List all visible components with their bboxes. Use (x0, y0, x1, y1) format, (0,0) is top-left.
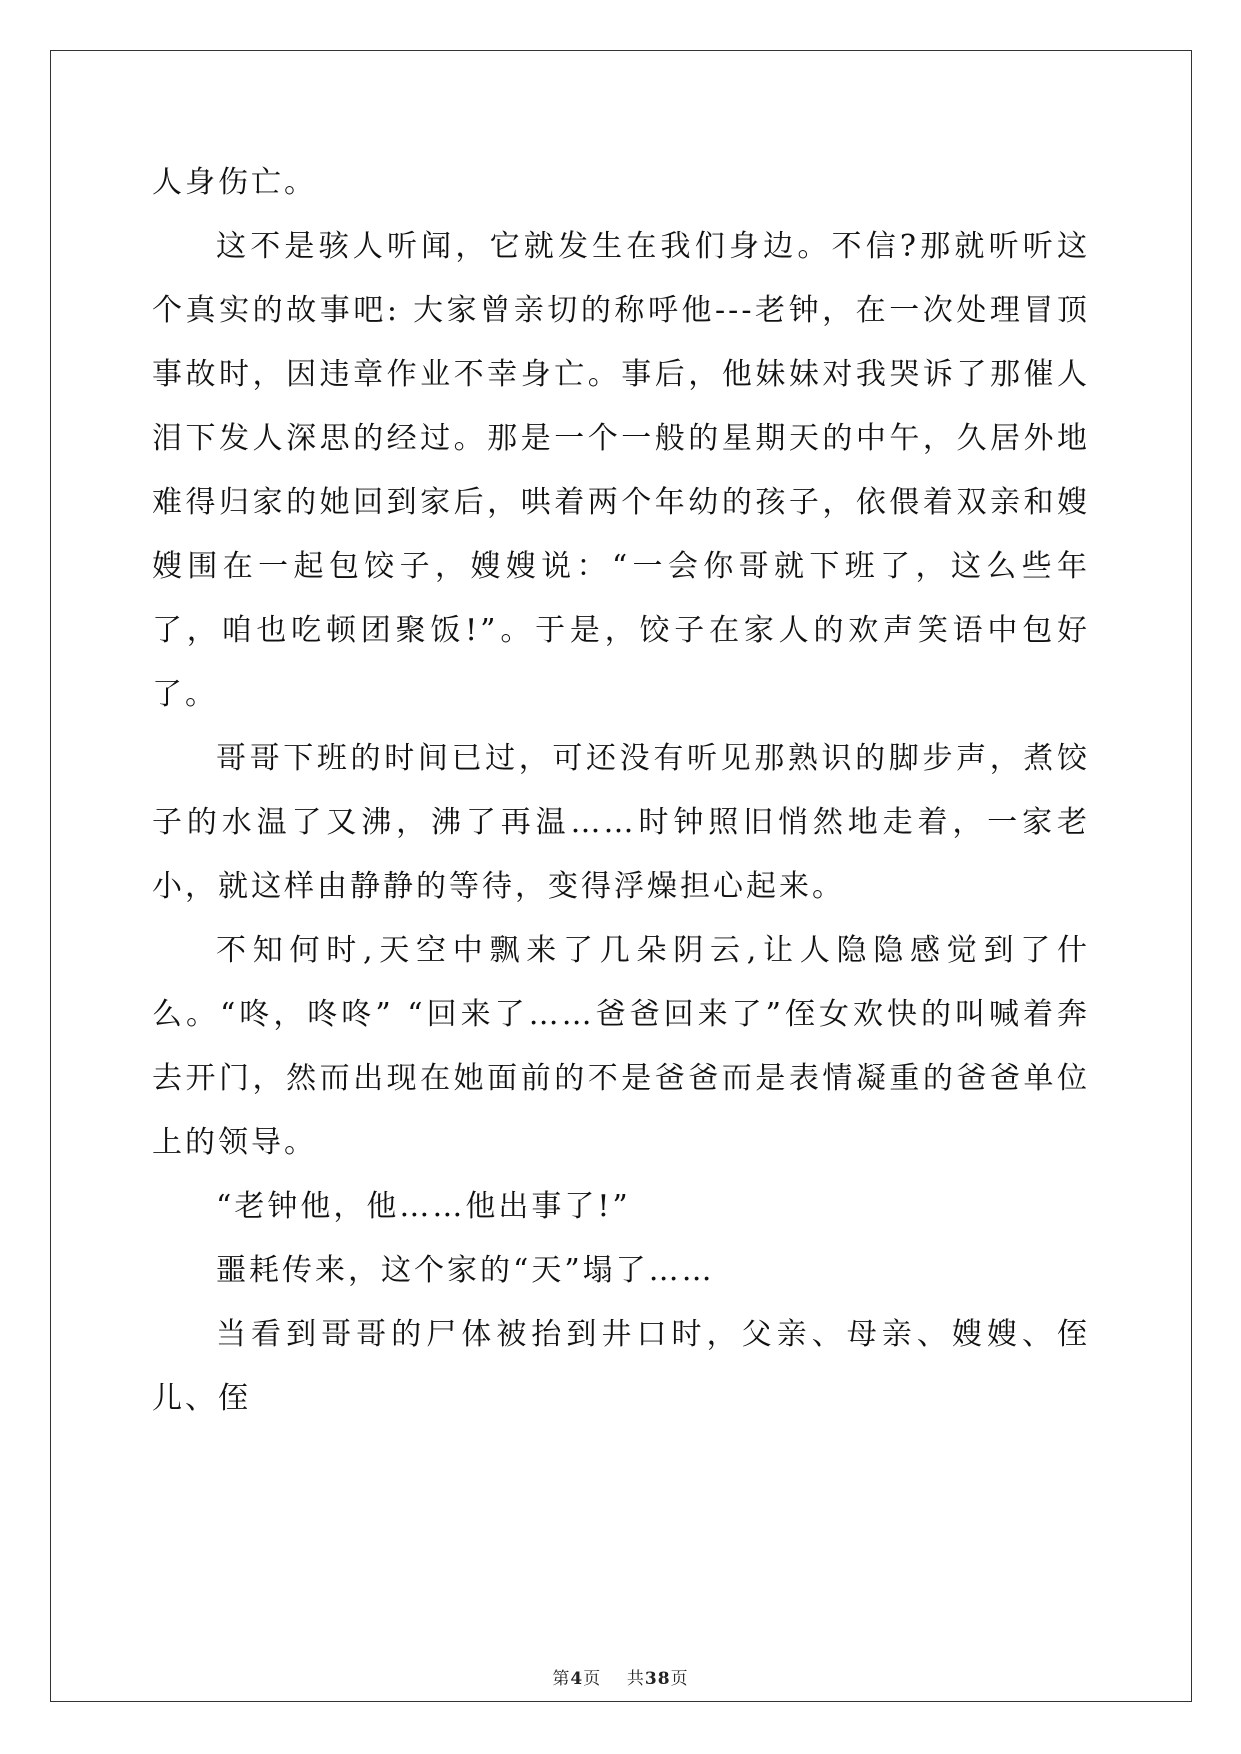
total-pages: 38 (644, 1669, 671, 1689)
total-prefix: 共 (626, 1669, 645, 1689)
paragraph-6: 噩耗传来，这个家的“天”塌了…… (216, 1253, 715, 1288)
paragraph-7: 当看到哥哥的尸体被抬到井口时，父亲、母亲、嫂嫂、侄儿、侄 (152, 1317, 1090, 1416)
paragraph-3: 哥哥下班的时间已过，可还没有听见那熟识的脚步声，煮饺子的水温了又沸，沸了再温……时钟照旧悄然地走着，一家老小，就这样由静静的等待，变得浮燥担心起来。 (152, 741, 1090, 904)
page-number: 4 (570, 1669, 584, 1689)
page-suffix: 页 (583, 1669, 602, 1689)
paragraph-5: “老钟他，他……他出事了!” (216, 1189, 631, 1224)
document-body (152, 151, 1090, 1431)
total-suffix: 页 (670, 1669, 689, 1689)
paragraph-2: 这不是骇人听闻，它就发生在我们身边。不信?那就听听这个真实的故事吧: 大家曾亲切的称呼他---老钟，在一次处理冒顶事故时，因违章作业不幸身亡。事后，他妹妹对我哭诉了那催人泪下发人深思的经过。那是一个一般的星期天的中午，久居外地难得归家的她回到家后，哄着两个年幼的孩子，依偎着双亲和嫂嫂围在一起包饺子，嫂嫂说：“一会你哥就下班了，这么些年了，咱也吃顿团聚饭!”。于是，饺子在家人的欢声笑语中包好了。 (152, 229, 1090, 712)
page-prefix: 第 (552, 1669, 571, 1689)
page-footer (0, 1664, 1241, 1689)
paragraph-4: 不知何时,天空中飘来了几朵阴云,让人隐隐感觉到了什么。“咚，咚咚” “回来了……爸爸回来了”侄女欢快的叫喊着奔去开门，然而出现在她面前的不是爸爸而是表情凝重的爸爸单位上的领导。 (152, 933, 1090, 1160)
paragraph-1: 人身伤亡。 (152, 165, 317, 200)
